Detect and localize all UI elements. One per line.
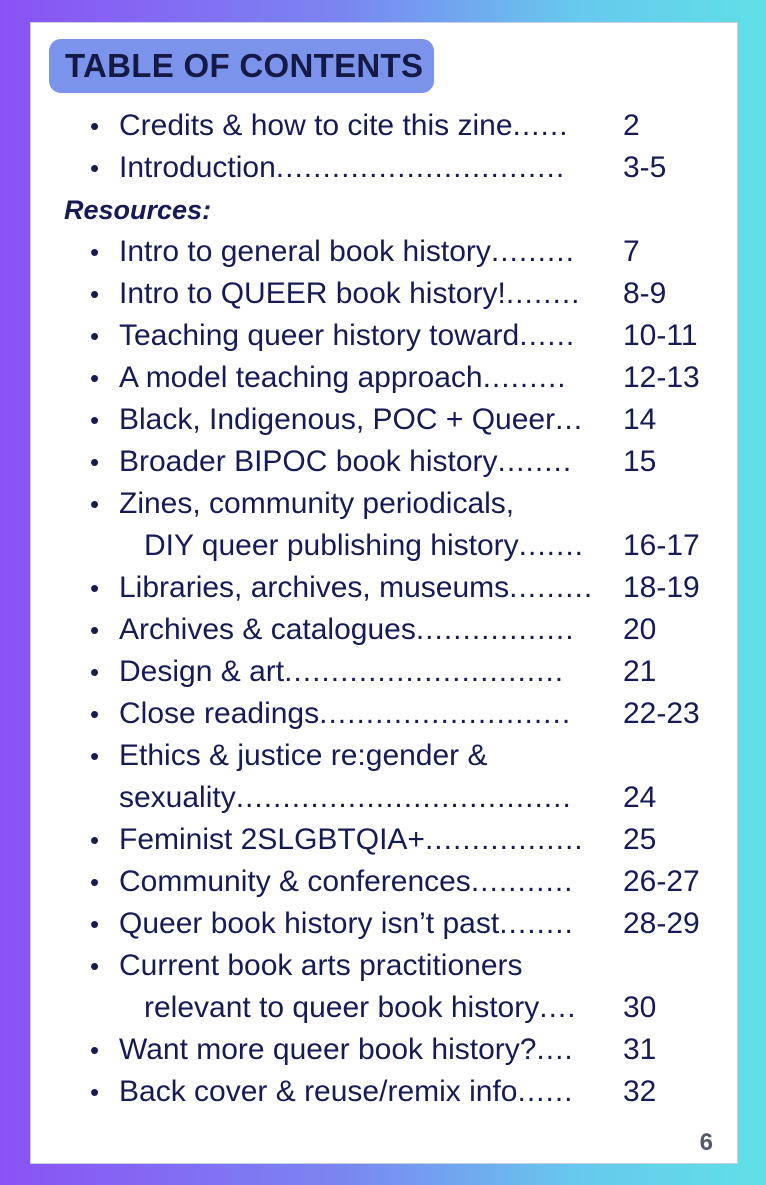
toc-page-number: 31 bbox=[623, 1033, 657, 1066]
bullet-icon: • bbox=[90, 951, 100, 981]
bullet-icon: • bbox=[90, 237, 100, 267]
toc-entry bbox=[31, 819, 737, 861]
toc-entry-text: Intro to general book history bbox=[119, 235, 491, 268]
toc-leader-dots: ................. bbox=[415, 613, 575, 646]
toc-page-number: 26-27 bbox=[623, 865, 700, 898]
toc-entry-label bbox=[144, 525, 584, 567]
toc-page-number: 3-5 bbox=[623, 151, 667, 184]
toc-entry bbox=[31, 945, 737, 987]
toc-entry-label bbox=[119, 735, 488, 777]
toc-list bbox=[31, 105, 737, 1113]
toc-page-number: 14 bbox=[623, 403, 657, 436]
toc-entry-text: relevant to queer book history bbox=[144, 991, 540, 1024]
bullet-icon: • bbox=[90, 867, 100, 897]
toc-entry bbox=[31, 441, 737, 483]
toc-entry-label bbox=[119, 777, 572, 819]
toc-entry bbox=[31, 609, 737, 651]
toc-page-number: 22-23 bbox=[623, 697, 700, 730]
toc-entry-label bbox=[119, 903, 574, 945]
bullet-icon: • bbox=[90, 489, 100, 519]
zine-page bbox=[30, 22, 738, 1164]
toc-entry bbox=[31, 273, 737, 315]
toc-leader-dots: ................. bbox=[424, 823, 584, 856]
toc-entry-text: Broader BIPOC book history bbox=[119, 445, 498, 478]
toc-leader-dots: ......... bbox=[482, 361, 567, 394]
toc-entry bbox=[31, 903, 737, 945]
toc-entry-label bbox=[119, 651, 564, 693]
toc-entry-text: Black, Indigenous, POC + Queer bbox=[119, 403, 556, 436]
toc-entry-label bbox=[119, 693, 571, 735]
toc-leader-dots: ....... bbox=[518, 529, 585, 562]
bullet-icon: • bbox=[90, 405, 100, 435]
toc-page-number: 18-19 bbox=[623, 571, 700, 604]
toc-entry bbox=[31, 315, 737, 357]
bullet-icon: • bbox=[90, 1077, 100, 1107]
toc-entry-text: Introduction bbox=[119, 151, 276, 184]
toc-entry-label bbox=[119, 1071, 574, 1113]
toc-entry-text: Zines, community periodicals, bbox=[119, 487, 515, 520]
toc-entry bbox=[31, 357, 737, 399]
toc-entry-text: Teaching queer history toward bbox=[119, 319, 520, 352]
toc-title: TABLE OF CONTENTS bbox=[49, 39, 434, 93]
toc-leader-dots: .................................... bbox=[235, 781, 572, 814]
toc-entry bbox=[31, 735, 737, 777]
toc-entry bbox=[31, 147, 737, 189]
toc-entry-text: sexuality bbox=[119, 781, 236, 814]
toc-leader-dots: ........... bbox=[470, 865, 574, 898]
toc-page-number: 12-13 bbox=[623, 361, 700, 394]
bullet-icon: • bbox=[90, 363, 100, 393]
toc-entry-label bbox=[119, 357, 567, 399]
toc-entry-label bbox=[119, 861, 574, 903]
bullet-icon: • bbox=[90, 1035, 100, 1065]
toc-entry-label bbox=[144, 987, 577, 1029]
toc-leader-dots: ........ bbox=[499, 907, 574, 940]
toc-page-number: 21 bbox=[623, 655, 657, 688]
toc-page-number: 32 bbox=[623, 1075, 657, 1108]
toc-leader-dots: ...... bbox=[517, 1075, 574, 1108]
toc-leader-dots: .............................. bbox=[284, 655, 565, 688]
toc-leader-dots: ...... bbox=[512, 109, 569, 142]
toc-entry bbox=[31, 861, 737, 903]
toc-entry-text: Libraries, archives, museums bbox=[119, 571, 510, 604]
toc-entry-label bbox=[119, 273, 581, 315]
bullet-icon: • bbox=[90, 279, 100, 309]
toc-page-number: 30 bbox=[623, 991, 657, 1024]
bullet-icon: • bbox=[90, 111, 100, 141]
toc-entry-continuation bbox=[31, 987, 737, 1029]
toc-entry bbox=[31, 1029, 737, 1071]
toc-leader-dots: ......... bbox=[490, 235, 575, 268]
toc-entry-label bbox=[119, 819, 584, 861]
toc-entry-label bbox=[119, 399, 583, 441]
toc-entry-text: Archives & catalogues bbox=[119, 613, 416, 646]
toc-entry bbox=[31, 1071, 737, 1113]
bullet-icon: • bbox=[90, 909, 100, 939]
toc-leader-dots: .... bbox=[539, 991, 577, 1024]
toc-leader-dots: ........ bbox=[497, 445, 573, 478]
toc-entry-text: Design & art bbox=[119, 655, 285, 688]
toc-entry-text: Current book arts practitioners bbox=[119, 949, 523, 982]
toc-entry-text: Intro to QUEER book history! bbox=[119, 277, 506, 310]
toc-entry-label bbox=[119, 567, 593, 609]
toc-entry bbox=[31, 105, 737, 147]
bullet-icon: • bbox=[90, 825, 100, 855]
toc-entry-label bbox=[119, 315, 575, 357]
toc-entry-label bbox=[119, 147, 565, 189]
toc-entry-text: A model teaching approach bbox=[119, 361, 483, 394]
toc-entry-label bbox=[119, 231, 575, 273]
bullet-icon: • bbox=[90, 153, 100, 183]
toc-leader-dots: ...... bbox=[519, 319, 576, 352]
toc-entry-text: DIY queer publishing history bbox=[144, 529, 519, 562]
toc-leader-dots: ............................... bbox=[275, 151, 566, 184]
toc-page-number: 15 bbox=[623, 445, 657, 478]
toc-entry-text: Close readings bbox=[119, 697, 320, 730]
bullet-icon: • bbox=[90, 741, 100, 771]
toc-entry-label bbox=[119, 483, 514, 525]
bullet-icon: • bbox=[90, 573, 100, 603]
toc-entry-text: Ethics & justice re:gender & bbox=[119, 739, 488, 772]
toc-entry bbox=[31, 693, 737, 735]
toc-leader-dots: ......... bbox=[509, 571, 594, 604]
toc-entry bbox=[31, 651, 737, 693]
toc-page-number: 10-11 bbox=[623, 319, 698, 352]
toc-leader-dots: .... bbox=[536, 1033, 574, 1066]
bullet-icon: • bbox=[90, 615, 100, 645]
toc-entry-label bbox=[119, 609, 575, 651]
toc-leader-dots: ........................... bbox=[319, 697, 572, 730]
toc-page-number: 16-17 bbox=[623, 529, 700, 562]
toc-leader-dots: ... bbox=[555, 403, 584, 436]
bullet-icon: • bbox=[90, 699, 100, 729]
toc-entry bbox=[31, 567, 737, 609]
toc-entry bbox=[31, 399, 737, 441]
toc-entry-text: Back cover & reuse/remix info bbox=[119, 1075, 518, 1108]
toc-entry-text: Feminist 2SLGBTQIA+ bbox=[119, 823, 425, 856]
page-number: 6 bbox=[699, 1129, 713, 1156]
toc-entry-label bbox=[119, 945, 523, 987]
bullet-icon: • bbox=[90, 321, 100, 351]
section-heading: Resources: bbox=[64, 195, 212, 225]
toc-entry-text: Queer book history isn’t past bbox=[119, 907, 500, 940]
toc-entry-label bbox=[119, 441, 572, 483]
bullet-icon: • bbox=[90, 447, 100, 477]
toc-entry-label bbox=[119, 105, 569, 147]
toc-entry-continuation bbox=[31, 525, 737, 567]
toc-entry-text: Community & conferences bbox=[119, 865, 471, 898]
toc-page-number: 20 bbox=[623, 613, 657, 646]
toc-page-number: 7 bbox=[623, 235, 640, 268]
toc-page-number: 2 bbox=[623, 109, 640, 142]
toc-leader-dots: ........ bbox=[505, 277, 581, 310]
toc-entry-continuation bbox=[31, 777, 737, 819]
toc-entry-text: Want more queer book history? bbox=[119, 1033, 537, 1066]
toc-page-number: 24 bbox=[623, 781, 657, 814]
toc-entry bbox=[31, 483, 737, 525]
toc-page-number: 25 bbox=[623, 823, 657, 856]
toc-entry-label bbox=[119, 1029, 574, 1071]
toc-entry bbox=[31, 231, 737, 273]
toc-page-number: 28-29 bbox=[623, 907, 700, 940]
toc-entry-text: Credits & how to cite this zine bbox=[119, 109, 513, 142]
toc-page-number: 8-9 bbox=[623, 277, 667, 310]
bullet-icon: • bbox=[90, 657, 100, 687]
